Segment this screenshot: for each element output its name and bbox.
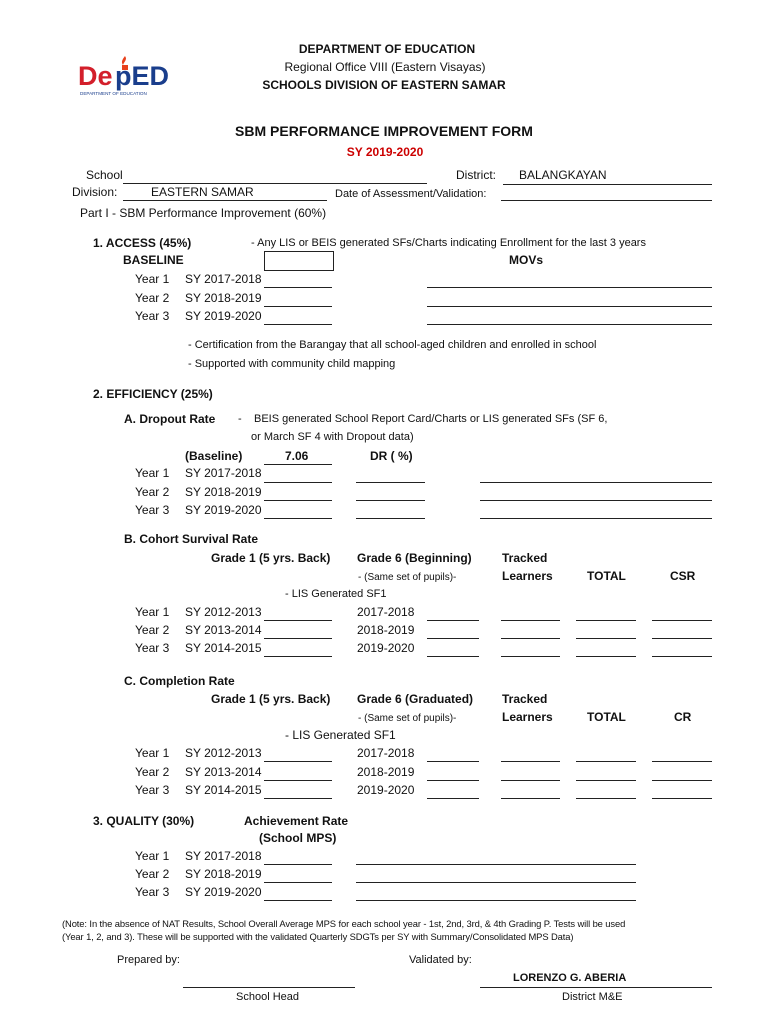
completion-cr-field[interactable] — [652, 761, 712, 762]
quality-mps-field[interactable] — [264, 900, 332, 901]
access-row-year: Year 3 — [135, 309, 170, 323]
access-row-sy: SY 2018-2019 — [185, 291, 262, 305]
district-me-signature-line[interactable] — [480, 987, 712, 988]
date-field[interactable] — [501, 200, 712, 201]
validated-by-label: Validated by: — [409, 954, 472, 966]
cohort-lis-note: - LIS Generated SF1 — [285, 588, 387, 600]
quality-mps-field[interactable] — [264, 864, 332, 865]
quality-heading: 3. QUALITY (30%) — [93, 814, 195, 828]
quality-row-sy: SY 2018-2019 — [185, 867, 262, 881]
cohort-row-sy: SY 2014-2015 — [185, 641, 262, 655]
cohort-row-year: Year 1 — [135, 605, 170, 619]
access-note: - Certification from the Barangay that all school-aged children and enrolled in school — [188, 339, 597, 351]
access-mov-note: - Any LIS or BEIS generated SFs/Charts indicating Enrollment for the last 3 years — [251, 237, 646, 249]
dropout-baseline-value: 7.06 — [285, 449, 309, 463]
part1-title: Part I - SBM Performance Improvement (60%) — [80, 206, 327, 220]
completion-tracked-field[interactable] — [501, 798, 560, 799]
cohort-same-set: - (Same set of pupils)- — [358, 572, 457, 583]
access-heading: 1. ACCESS (45%) — [93, 236, 192, 250]
dropout-dash: - — [238, 413, 242, 425]
division-value: EASTERN SAMAR — [151, 185, 254, 199]
dropout-row-sy: SY 2017-2018 — [185, 466, 262, 480]
dr-label: DR ( %) — [370, 449, 413, 463]
footnote-line2: (Year 1, 2, and 3). These will be supported with the validated Quarterly SDGTs per SY with Summary/Consolidated MPS Data) — [62, 931, 574, 942]
prepared-by-label: Prepared by: — [117, 954, 180, 966]
completion-col-grade6: Grade 6 (Graduated) — [357, 692, 474, 706]
dropout-baseline-field[interactable] — [264, 464, 332, 465]
completion-total-field[interactable] — [576, 761, 636, 762]
completion-lis-note: - LIS Generated SF1 — [285, 728, 396, 742]
cohort-row-g6: 2019-2020 — [357, 641, 415, 655]
quality-row-year: Year 1 — [135, 849, 170, 863]
access-row-year: Year 1 — [135, 272, 170, 286]
completion-row-sy: SY 2012-2013 — [185, 746, 262, 760]
completion-g1-field[interactable] — [264, 798, 332, 799]
dropout-row-year: Year 3 — [135, 503, 170, 517]
quality-mov-field[interactable] — [356, 900, 636, 901]
dropout-heading: A. Dropout Rate — [124, 412, 216, 426]
completion-heading: C. Completion Rate — [124, 674, 235, 688]
cohort-row-sy: SY 2013-2014 — [185, 623, 262, 637]
completion-row-year: Year 3 — [135, 783, 170, 797]
dropout-row-year: Year 1 — [135, 466, 170, 480]
dropout-row-field[interactable] — [264, 500, 332, 501]
dropout-dr-field[interactable] — [356, 500, 425, 501]
completion-g1-field[interactable] — [264, 780, 332, 781]
access-row-sy: SY 2017-2018 — [185, 272, 262, 286]
cohort-csr-field[interactable] — [652, 656, 712, 657]
cohort-rate: CSR — [670, 569, 696, 583]
svg-text:De: De — [78, 61, 113, 91]
school-year: SY 2019-2020 — [346, 145, 424, 159]
dropout-row-sy: SY 2019-2020 — [185, 503, 262, 517]
district-field[interactable] — [503, 184, 712, 185]
quality-row-year: Year 2 — [135, 867, 170, 881]
access-baseline-label: BASELINE — [123, 253, 184, 267]
cohort-row-year: Year 3 — [135, 641, 170, 655]
dropout-row-sy: SY 2018-2019 — [185, 485, 262, 499]
quality-ach-1: Achievement Rate — [244, 814, 349, 828]
completion-total-field[interactable] — [576, 798, 636, 799]
division-field[interactable] — [123, 200, 327, 201]
quality-row-year: Year 3 — [135, 885, 170, 899]
dropout-mov-field[interactable] — [480, 482, 712, 483]
logo-subtext: DEPARTMENT OF EDUCATION — [80, 91, 147, 96]
completion-g6-field[interactable] — [427, 798, 479, 799]
svg-text:pED: pED — [115, 61, 169, 91]
completion-row-g6: 2018-2019 — [357, 765, 415, 779]
dropout-dr-field[interactable] — [356, 482, 425, 483]
completion-row-year: Year 2 — [135, 765, 170, 779]
quality-mov-field[interactable] — [356, 882, 636, 883]
cohort-col-grade6: Grade 6 (Beginning) — [357, 551, 472, 565]
access-row-sy: SY 2019-2020 — [185, 309, 262, 323]
completion-row-g6: 2019-2020 — [357, 783, 415, 797]
access-row-field[interactable] — [264, 287, 332, 288]
cohort-csr-field[interactable] — [652, 620, 712, 621]
completion-cr-field[interactable] — [652, 798, 712, 799]
cohort-tracked-2: Learners — [502, 569, 553, 583]
completion-row-sy: SY 2014-2015 — [185, 783, 262, 797]
cohort-total-field[interactable] — [576, 638, 636, 639]
quality-row-sy: SY 2019-2020 — [185, 885, 262, 899]
cohort-heading: B. Cohort Survival Rate — [124, 532, 259, 546]
cohort-col-grade1: Grade 1 (5 yrs. Back) — [211, 551, 331, 565]
cohort-total-field[interactable] — [576, 656, 636, 657]
cohort-row-sy: SY 2012-2013 — [185, 605, 262, 619]
access-row-field[interactable] — [264, 306, 332, 307]
dropout-note1: BEIS generated School Report Card/Charts or LIS generated SFs (SF 6, — [254, 413, 608, 425]
cohort-g1-field[interactable] — [264, 638, 332, 639]
dropout-row-year: Year 2 — [135, 485, 170, 499]
dropout-mov-field[interactable] — [480, 500, 712, 501]
access-note: - Supported with community child mapping — [188, 358, 396, 370]
efficiency-heading: 2. EFFICIENCY (25%) — [93, 387, 213, 401]
completion-cr-field[interactable] — [652, 780, 712, 781]
access-row-field[interactable] — [264, 324, 332, 325]
cohort-tracked-field[interactable] — [501, 638, 560, 639]
dropout-row-field[interactable] — [264, 482, 332, 483]
cohort-tracked-1: Tracked — [502, 551, 548, 565]
completion-row-sy: SY 2013-2014 — [185, 765, 262, 779]
completion-total: TOTAL — [587, 710, 626, 724]
division-label: Division: — [72, 185, 118, 199]
cohort-g6-field[interactable] — [427, 638, 479, 639]
dropout-mov-field[interactable] — [480, 518, 712, 519]
completion-tracked-1: Tracked — [502, 692, 548, 706]
deped-logo — [78, 54, 170, 100]
quality-row-sy: SY 2017-2018 — [185, 849, 262, 863]
cohort-tracked-field[interactable] — [501, 620, 560, 621]
district-me-label: District M&E — [562, 991, 623, 1003]
cohort-g6-field[interactable] — [427, 656, 479, 657]
region-title: Regional Office VIII (Eastern Visayas) — [284, 60, 486, 74]
cohort-tracked-field[interactable] — [501, 656, 560, 657]
dept-title: DEPARTMENT OF EDUCATION — [298, 42, 476, 56]
completion-tracked-field[interactable] — [501, 761, 560, 762]
cohort-g1-field[interactable] — [264, 656, 332, 657]
cohort-g6-field[interactable] — [427, 620, 479, 621]
cohort-total-field[interactable] — [576, 620, 636, 621]
completion-row-g6: 2017-2018 — [357, 746, 415, 760]
dropout-note2: or March SF 4 with Dropout data) — [251, 431, 414, 443]
completion-g6-field[interactable] — [427, 780, 479, 781]
district-label: District: — [456, 168, 496, 182]
completion-col-grade1: Grade 1 (5 yrs. Back) — [211, 692, 331, 706]
cohort-total: TOTAL — [587, 569, 626, 583]
school-label: School — [86, 168, 123, 182]
movs-label: MOVs — [509, 253, 544, 267]
dropout-baseline-label: (Baseline) — [185, 449, 243, 463]
cohort-csr-field[interactable] — [652, 638, 712, 639]
completion-same-set: - (Same set of pupils)- — [358, 713, 457, 724]
cohort-row-g6: 2017-2018 — [357, 605, 415, 619]
dropout-dr-field[interactable] — [356, 518, 425, 519]
completion-g1-field[interactable] — [264, 761, 332, 762]
quality-mps-field[interactable] — [264, 882, 332, 883]
cohort-g1-field[interactable] — [264, 620, 332, 621]
completion-rate: CR — [674, 710, 692, 724]
cohort-row-g6: 2018-2019 — [357, 623, 415, 637]
completion-row-year: Year 1 — [135, 746, 170, 760]
cohort-row-year: Year 2 — [135, 623, 170, 637]
dropout-row-field[interactable] — [264, 518, 332, 519]
access-row-year: Year 2 — [135, 291, 170, 305]
completion-g6-field[interactable] — [427, 761, 479, 762]
access-mov-field[interactable] — [427, 324, 712, 325]
footnote-line1: (Note: In the absence of NAT Results, School Overall Average MPS for each school year - 1st, 2nd, 3rd, & 4th Grading P. Tests will be used — [62, 918, 626, 929]
school-field[interactable] — [123, 183, 427, 184]
quality-mov-field[interactable] — [356, 864, 636, 865]
district-value: BALANGKAYAN — [519, 168, 607, 182]
completion-tracked-2: Learners — [502, 710, 553, 724]
division-office-title: SCHOOLS DIVISION OF EASTERN SAMAR — [262, 78, 506, 92]
school-head-signature-line[interactable] — [183, 987, 355, 988]
completion-tracked-field[interactable] — [501, 780, 560, 781]
validator-name: LORENZO G. ABERIA — [513, 972, 627, 984]
completion-total-field[interactable] — [576, 780, 636, 781]
form-title: SBM PERFORMANCE IMPROVEMENT FORM — [235, 123, 533, 139]
access-baseline-box[interactable] — [264, 251, 334, 271]
access-mov-field[interactable] — [427, 287, 712, 288]
date-label: Date of Assessment/Validation: — [335, 188, 487, 200]
access-mov-field[interactable] — [427, 306, 712, 307]
school-head-label: School Head — [236, 991, 299, 1003]
quality-ach-2: (School MPS) — [259, 831, 337, 845]
